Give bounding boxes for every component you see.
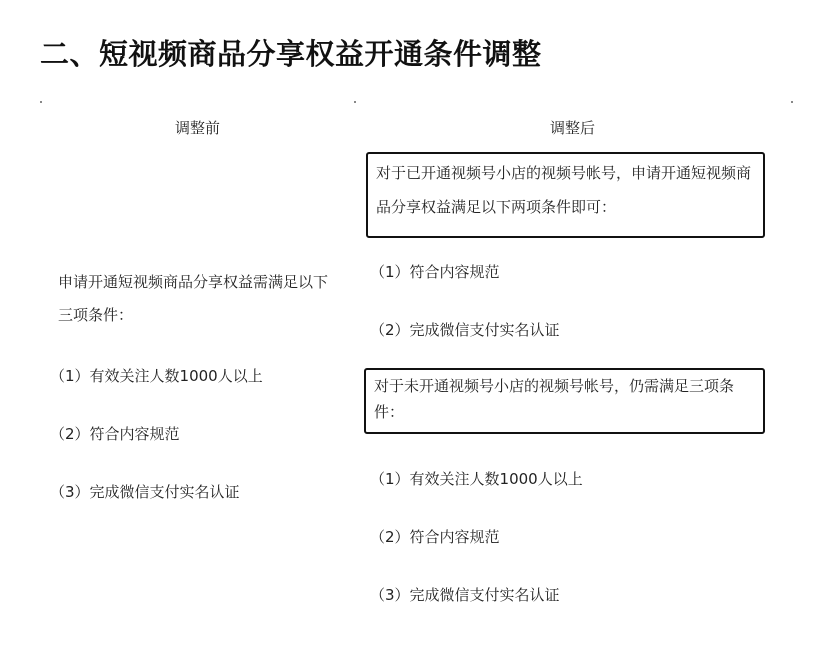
table-corner-mark xyxy=(791,101,793,103)
after-shop-item-1: （1）符合内容规范 xyxy=(370,263,500,281)
before-intro: 申请开通短视频商品分享权益需满足以下三项条件： xyxy=(58,273,329,324)
before-header: 调整前 xyxy=(175,119,221,137)
table-corner-mark xyxy=(40,101,42,103)
after-noshop-item-1: （1）有效关注人数1000人以上 xyxy=(370,470,583,488)
before-item-3: （3）完成微信支付实名认证 xyxy=(50,483,240,501)
table-corner-mark xyxy=(354,101,356,103)
before-item-1: （1）有效关注人数1000人以上 xyxy=(50,367,263,385)
after-noshop-item-2: （2）符合内容规范 xyxy=(370,528,500,546)
after-shop-item-2: （2）完成微信支付实名认证 xyxy=(370,321,560,339)
after-header: 调整后 xyxy=(550,119,596,137)
after-condition-box-shop-enabled: 对于已开通视频号小店的视频号帐号，申请开通短视频商品分享权益满足以下两项条件即可： xyxy=(366,152,765,238)
before-item-2: （2）符合内容规范 xyxy=(50,425,180,443)
after-condition-box-shop-not-enabled: 对于未开通视频号小店的视频号帐号，仍需满足三项条件： xyxy=(364,368,765,434)
after-noshop-item-3: （3）完成微信支付实名认证 xyxy=(370,586,560,604)
section-title: 二、短视频商品分享权益开通条件调整 xyxy=(40,37,542,71)
